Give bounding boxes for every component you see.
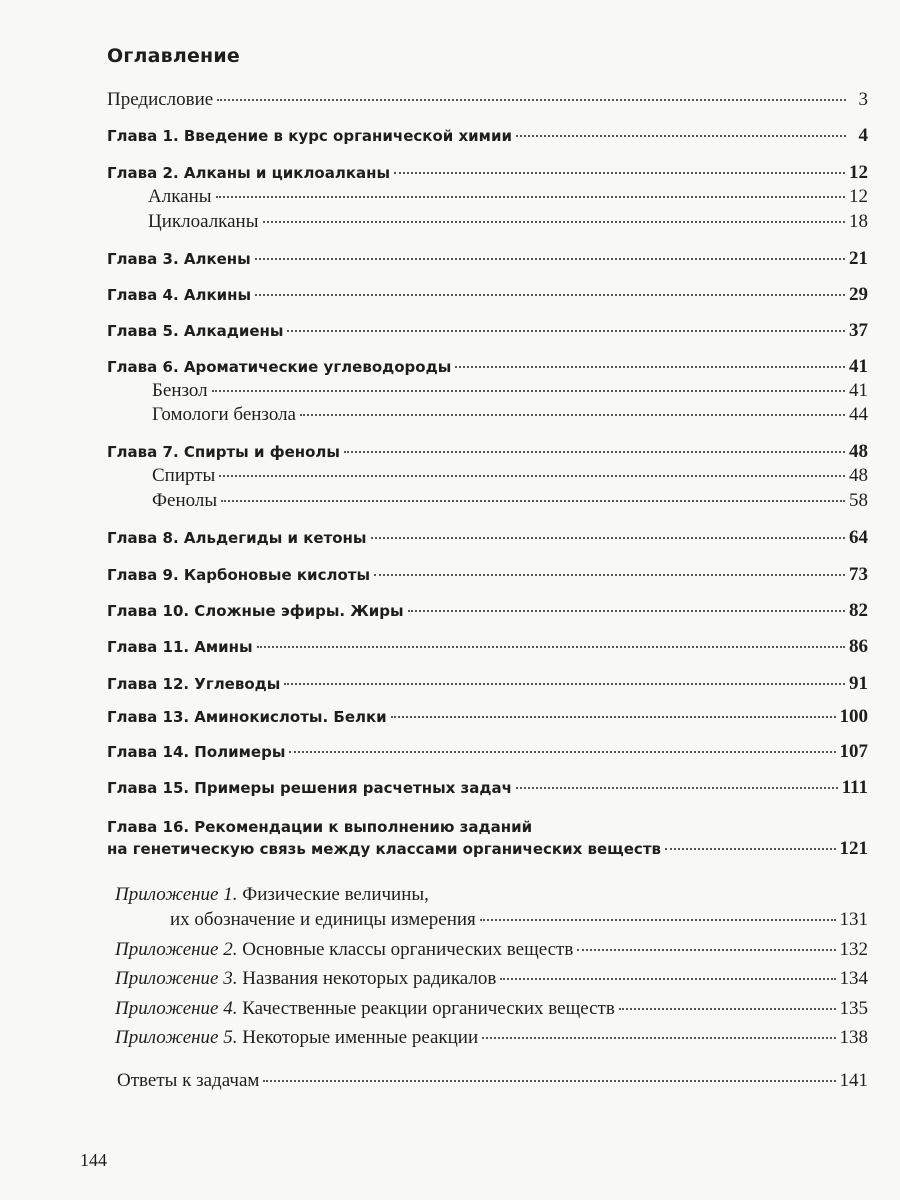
- dot-leader: [216, 196, 845, 198]
- toc-page-number: 18: [849, 211, 868, 232]
- dot-leader: [212, 390, 845, 392]
- dot-leader: [455, 366, 845, 368]
- toc-entry-chapter-8[interactable]: [107, 527, 868, 551]
- toc-entry-label: Глава 6. Ароматические углеводороды: [107, 358, 452, 376]
- dot-leader: [665, 848, 835, 850]
- dot-leader: [482, 1037, 835, 1039]
- toc-page-number: 58: [849, 490, 868, 511]
- toc-entry-section-phenols[interactable]: [152, 490, 868, 514]
- toc-page-number: 131: [839, 909, 868, 930]
- dot-leader: [408, 610, 845, 612]
- toc-entry-chapter-2[interactable]: [107, 162, 868, 186]
- toc-entry-label: Глава 11. Амины: [107, 638, 253, 656]
- toc-entry-label: Фенолы: [152, 490, 218, 511]
- toc-entry-answers[interactable]: [117, 1070, 868, 1094]
- dot-leader: [300, 414, 845, 416]
- toc-page-number: 91: [849, 673, 868, 694]
- toc-page-number: 107: [839, 741, 868, 762]
- toc-entry-label: [115, 1027, 478, 1049]
- dot-leader: [394, 172, 845, 174]
- toc-entry-label: Ответы к задачам: [117, 1070, 260, 1091]
- toc-entry-chapter-5[interactable]: [107, 320, 868, 344]
- dot-leader: [217, 99, 846, 101]
- dot-leader: [221, 500, 845, 502]
- dot-leader: [263, 221, 846, 223]
- toc-entry-label: Глава 15. Примеры решения расчетных задач: [107, 779, 512, 797]
- toc-page-number: 44: [849, 404, 868, 425]
- toc-entry-appendix-1[interactable]: [170, 909, 868, 933]
- toc-page-number: 3: [858, 89, 868, 110]
- toc-page-number: 134: [839, 968, 868, 989]
- appendix-prefix: Приложение 4.: [115, 998, 238, 1019]
- toc-entry-label: Глава 2. Алканы и циклоалканы: [107, 164, 391, 182]
- appendix-prefix: Приложение 3.: [115, 968, 238, 989]
- toc-entry-label: Алканы: [148, 186, 212, 207]
- toc-page-number: 12: [849, 186, 868, 207]
- toc-entry-chapter-11[interactable]: [107, 636, 868, 660]
- dot-leader: [374, 574, 845, 576]
- dot-leader: [577, 949, 835, 951]
- appendix-title: Основные классы органических веществ: [242, 939, 574, 960]
- toc-entry-chapter-6[interactable]: [107, 356, 868, 380]
- toc-page-number: 100: [839, 706, 868, 727]
- toc-entry-appendix-3[interactable]: [115, 968, 868, 992]
- dot-leader: [287, 330, 845, 332]
- dot-leader: [263, 1080, 835, 1082]
- toc-entry-label: Спирты: [152, 465, 216, 486]
- toc-entry-chapter-16-line1[interactable]: Глава 16. Рекомендации к выполнению заданий: [107, 818, 533, 836]
- toc-page-number: 111: [841, 777, 868, 798]
- toc-page-number: 41: [849, 356, 868, 377]
- toc-entry-label: Глава 1. Введение в курс органической химии: [107, 127, 512, 145]
- toc-page-number: 12: [849, 162, 868, 183]
- toc-entry-label: Предисловие: [107, 89, 214, 110]
- appendix-title: Качественные реакции органических веществ: [242, 998, 615, 1019]
- dot-leader: [219, 475, 845, 477]
- toc-entry-label: их обозначение и единицы измерения: [170, 909, 476, 930]
- toc-page-number: 141: [839, 1070, 868, 1091]
- toc-page-number: 86: [849, 636, 868, 657]
- toc-page-number: 121: [839, 838, 868, 859]
- dot-leader: [500, 978, 835, 980]
- toc-page-number: 4: [858, 125, 868, 146]
- toc-entry-chapter-10[interactable]: [107, 600, 868, 624]
- dot-leader: [619, 1008, 836, 1010]
- toc-page-number: 138: [839, 1027, 868, 1048]
- toc-entry-chapter-15[interactable]: [107, 777, 868, 801]
- toc-entry-chapter-1[interactable]: [107, 125, 868, 149]
- toc-page-number: 73: [849, 564, 868, 585]
- dot-leader: [257, 646, 845, 648]
- toc-entry-chapter-14[interactable]: [107, 741, 868, 765]
- toc-entry-chapter-16[interactable]: [107, 838, 868, 862]
- toc-entry-label: [115, 968, 496, 990]
- dot-leader: [516, 135, 846, 137]
- toc-page-number: 82: [849, 600, 868, 621]
- toc-entry-label: Глава 12. Углеводы: [107, 675, 281, 693]
- dot-leader: [371, 537, 846, 539]
- toc-entry-label: Глава 8. Альдегиды и кетоны: [107, 529, 367, 547]
- toc-entry-section-cycloalkanes[interactable]: [148, 211, 868, 235]
- toc-page-number: 48: [849, 465, 868, 486]
- toc-entry-chapter-7[interactable]: [107, 441, 868, 465]
- toc-entry-label: Глава 14. Полимеры: [107, 743, 286, 761]
- toc-entry-appendix-2[interactable]: [115, 939, 868, 963]
- toc-entry-label: Глава 13. Аминокислоты. Белки: [107, 708, 387, 726]
- toc-entry-label: Глава 7. Спирты и фенолы: [107, 443, 340, 461]
- appendix-prefix: Приложение 5.: [115, 1027, 238, 1048]
- toc-page-number: 135: [839, 998, 868, 1019]
- toc-entry-section-benzene-homologs[interactable]: [152, 404, 868, 428]
- dot-leader: [289, 751, 835, 753]
- dot-leader: [344, 451, 845, 453]
- toc-entry-label: [115, 998, 615, 1020]
- toc-entry-chapter-4[interactable]: [107, 284, 868, 308]
- toc-entry-label: Глава 9. Карбоновые кислоты: [107, 566, 371, 584]
- dot-leader: [255, 294, 845, 296]
- toc-entry-label: Глава 5. Алкадиены: [107, 322, 284, 340]
- toc-entry-section-alcohols[interactable]: [152, 465, 868, 489]
- appendix-title: Названия некоторых радикалов: [242, 968, 497, 989]
- toc-entry-chapter-13[interactable]: [107, 706, 868, 730]
- toc-entry-label: Бензол: [152, 380, 208, 401]
- dot-leader: [480, 919, 836, 921]
- toc-page-number: 37: [849, 320, 868, 341]
- toc-entry-appendix-4[interactable]: [115, 998, 868, 1022]
- toc-entry-chapter-12[interactable]: [107, 673, 868, 697]
- toc-entry-label: Глава 10. Сложные эфиры. Жиры: [107, 602, 404, 620]
- appendix-prefix: Приложение 1.: [115, 884, 238, 905]
- toc-page-number: 21: [849, 248, 868, 269]
- toc-entry-appendix-1-line1[interactable]: [115, 884, 429, 906]
- toc-entry-label: Циклоалканы: [148, 211, 259, 232]
- toc-page-number: 132: [839, 939, 868, 960]
- dot-leader: [284, 683, 845, 685]
- toc-page-number: 29: [849, 284, 868, 305]
- toc-entry-label: Физические величины,: [242, 884, 429, 905]
- toc-page-number: 41: [849, 380, 868, 401]
- toc-entry-label: на генетическую связь между классами органических веществ: [107, 840, 662, 858]
- toc-entry-label: Глава 4. Алкины: [107, 286, 252, 304]
- toc-entry-chapter-9[interactable]: [107, 564, 868, 588]
- page-folio-number: 144: [80, 1150, 107, 1170]
- toc-entry-chapter-3[interactable]: [107, 248, 868, 272]
- toc-entry-preface[interactable]: [107, 89, 868, 113]
- toc-page-number: 48: [849, 441, 868, 462]
- toc-entry-appendix-5[interactable]: [115, 1027, 868, 1051]
- toc-entry-label: [115, 939, 573, 961]
- toc-entry-section-benzene[interactable]: [152, 380, 868, 404]
- appendix-prefix: Приложение 2.: [115, 939, 238, 960]
- dot-leader: [516, 787, 838, 789]
- page-title: Оглавление: [107, 45, 240, 67]
- toc-entry-label: Глава 3. Алкены: [107, 250, 251, 268]
- toc-entry-section-alkanes[interactable]: [148, 186, 868, 210]
- dot-leader: [255, 258, 845, 260]
- dot-leader: [391, 716, 836, 718]
- appendix-title: Некоторые именные реакции: [242, 1027, 479, 1048]
- toc-entry-label: Гомологи бензола: [152, 404, 296, 425]
- toc-page-number: 64: [849, 527, 868, 548]
